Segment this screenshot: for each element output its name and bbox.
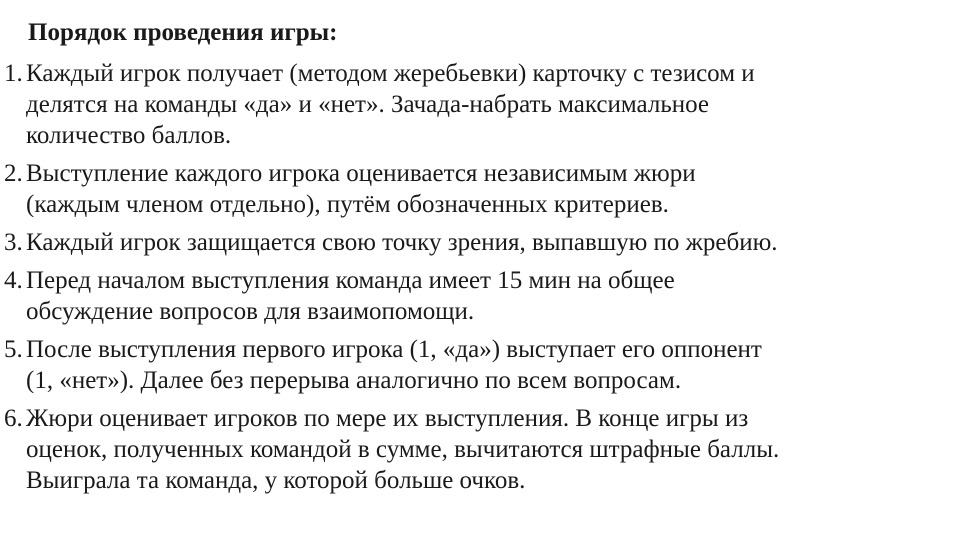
rule-number: 1. [4,60,23,87]
rule-text [26,265,944,327]
slide-title: Порядок проведения игры: [28,19,338,46]
rule-number: 5. [4,336,23,363]
rule-text [26,227,944,258]
rule-item-3 [4,227,944,258]
rule-line: (каждым членом отдельно), путём обозначенных критериев. [26,191,669,218]
rule-text [26,158,944,220]
rule-item-6 [4,403,944,496]
rule-item-2 [4,158,944,220]
rule-item-5 [4,334,944,396]
rule-number: 3. [4,229,23,256]
rule-line: Каждый игрок защищается свою точку зрения, выпавшую по жребию. [26,229,778,256]
rule-line: делятся на команды «да» и «нет». Зачада-набрать максимальное [26,91,709,118]
rule-text [26,58,944,151]
rule-text [26,403,944,496]
rule-number: 6. [4,405,23,432]
rule-line: Жюри оценивает игроков по мере их выступления. В конце игры из [26,405,749,432]
rule-line: Каждый игрок получает (методом жеребьевки) карточку с тезисом и [26,60,755,87]
rule-line: (1, «нет»). Далее без перерыва аналогично по всем вопросам. [26,367,682,394]
rule-line: Выступление каждого игрока оценивается независимым жюри [26,160,696,187]
rule-line: После выступления первого игрока (1, «да») выступает его оппонент [26,336,762,363]
rule-line: Выиграла та команда, у которой больше очков. [26,467,526,494]
rules-list [4,58,944,503]
rule-item-4 [4,265,944,327]
rule-line: обсуждение вопросов для взаимопомощи. [26,298,475,325]
rule-number: 4. [4,267,23,294]
rule-line: оценок, полученных командой в сумме, вычитаются штрафные баллы. [26,436,780,463]
rule-line: количество баллов. [26,122,232,149]
rule-item-1 [4,58,944,151]
rule-line: Перед началом выступления команда имеет 15 мин на общее [26,267,675,294]
rule-number: 2. [4,160,23,187]
rule-text [26,334,944,396]
